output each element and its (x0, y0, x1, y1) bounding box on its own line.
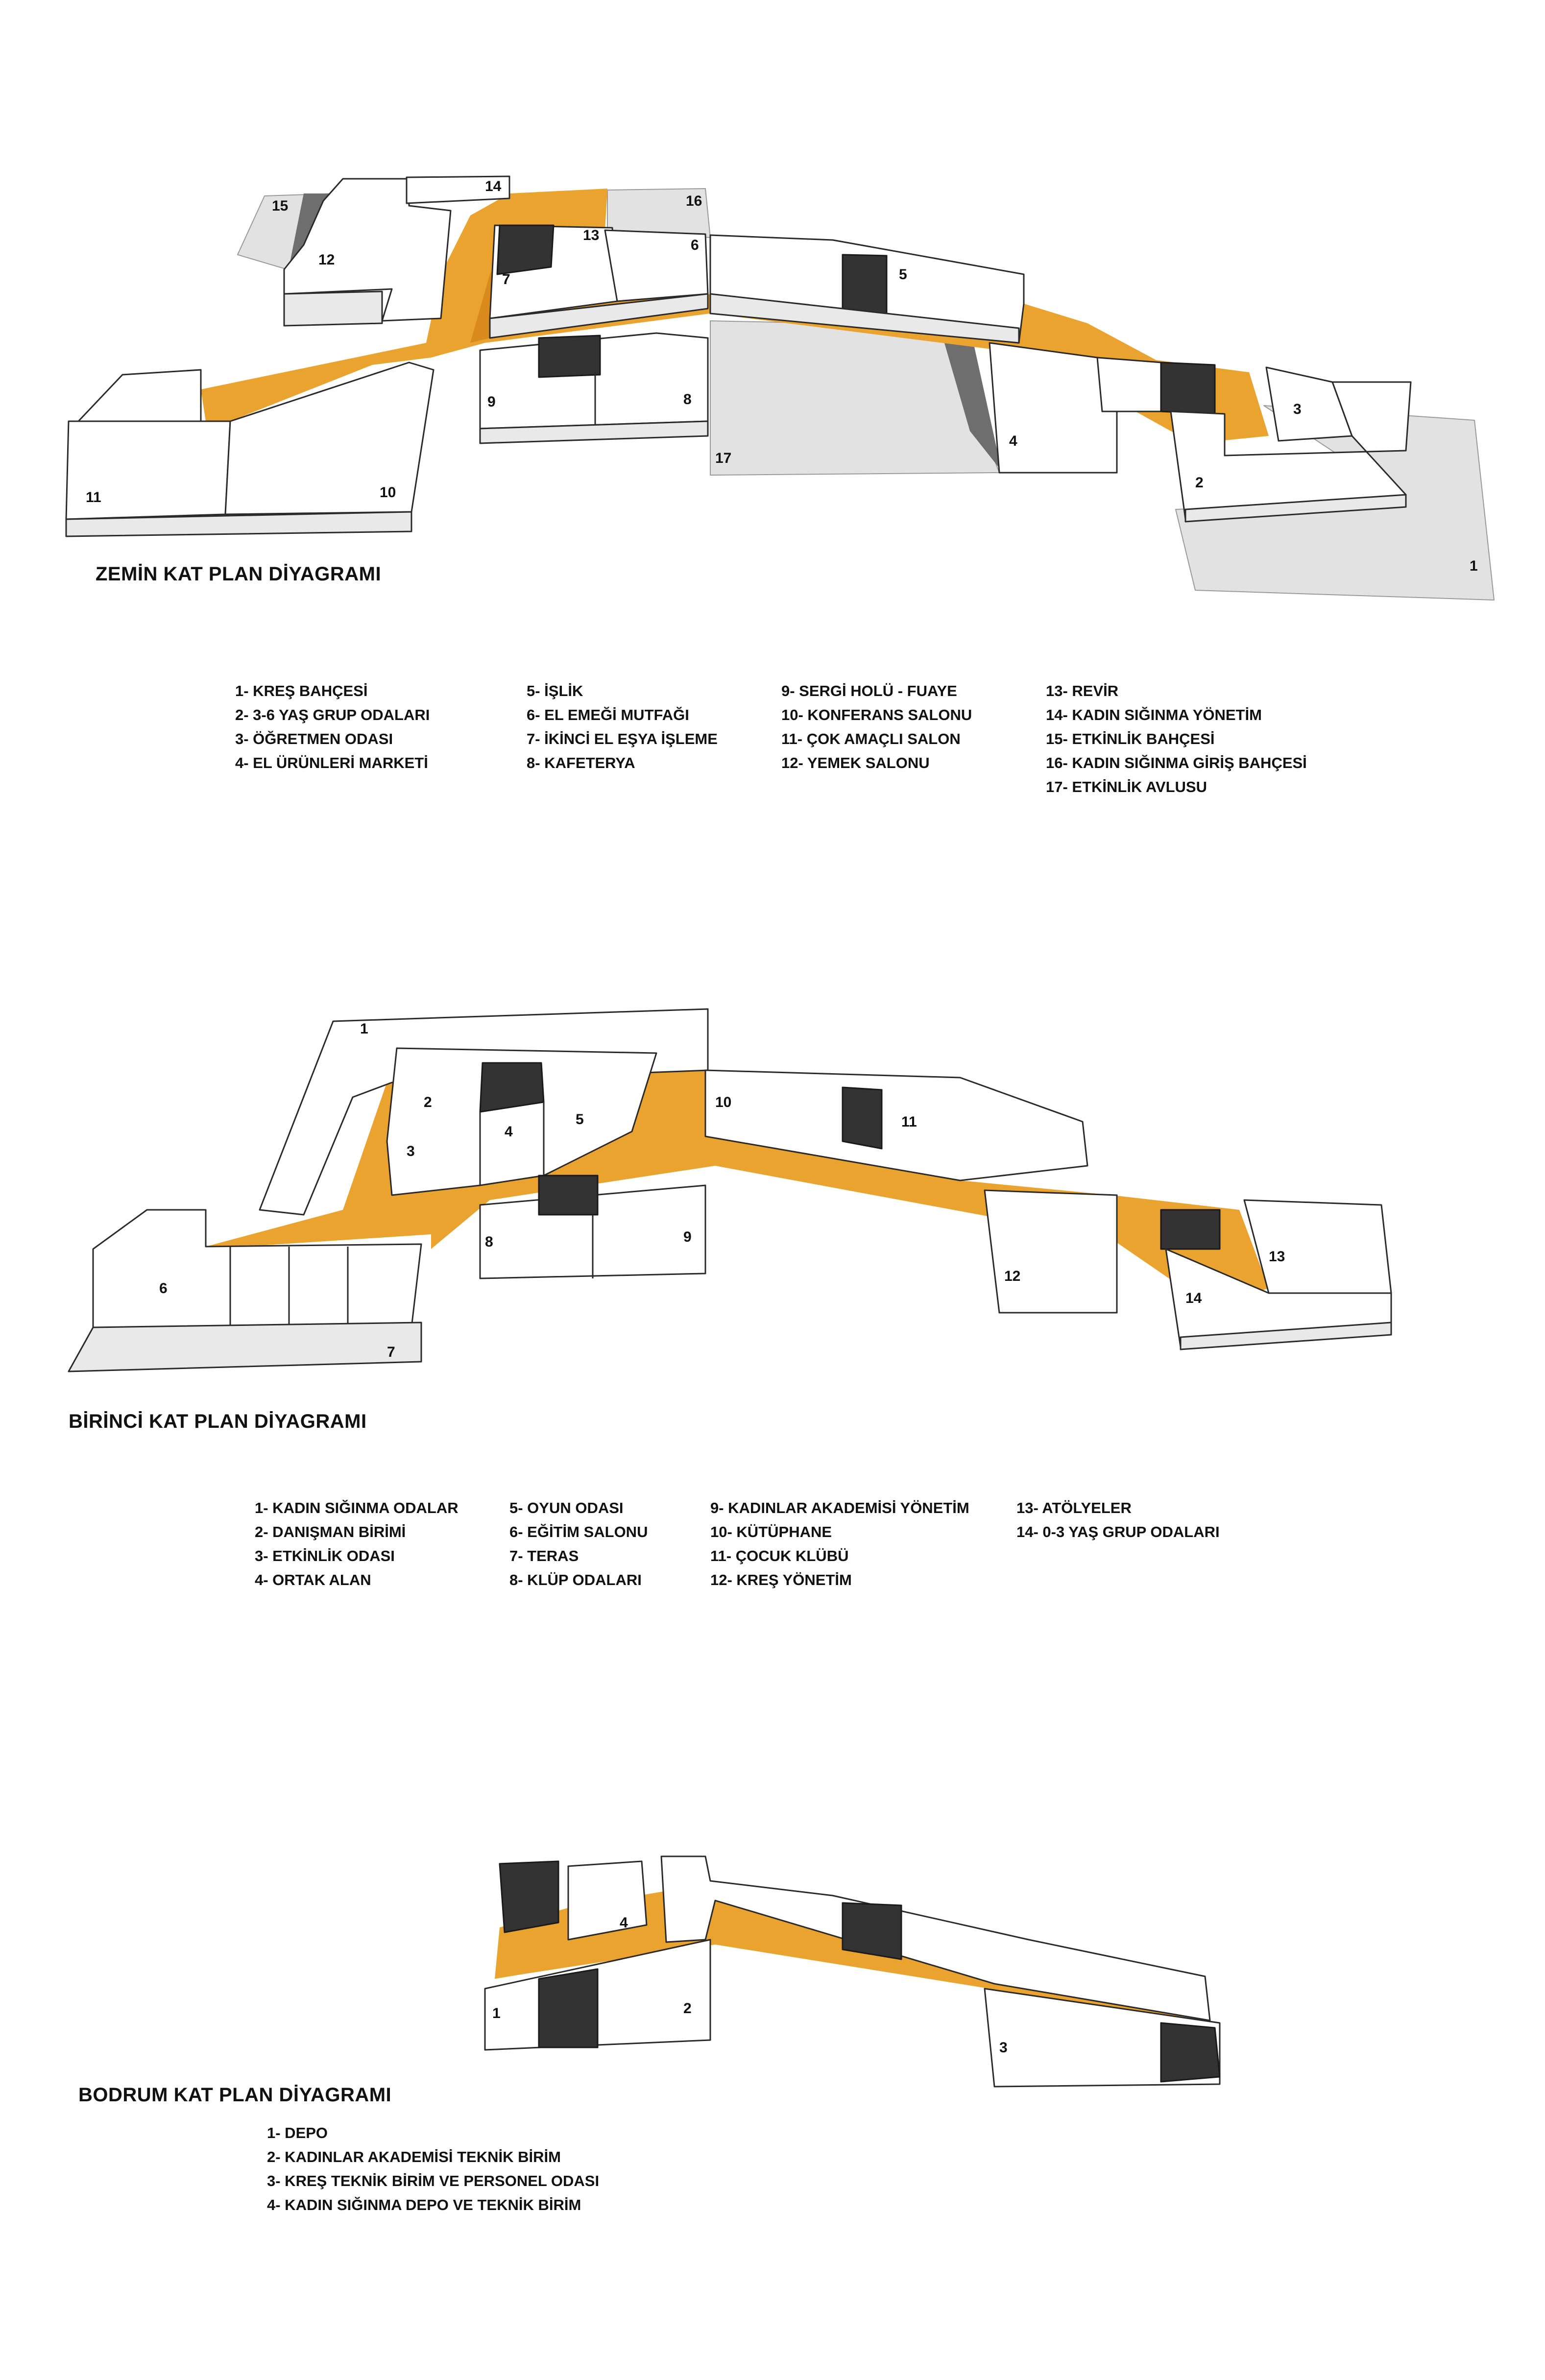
ground-num-1: 1 (1470, 558, 1478, 574)
legend-item: 10- KONFERANS SALONU (781, 706, 972, 723)
ground-dark-7 (497, 225, 554, 274)
ground-num-5: 5 (899, 266, 907, 283)
legend-item: 2- KADINLAR AKADEMİSİ TEKNİK BİRİM (267, 2148, 561, 2165)
first-dark-8 (539, 1176, 598, 1215)
legend-item: 8- KLÜP ODALARI (509, 1571, 642, 1588)
first-num-1: 1 (360, 1021, 368, 1037)
ground-num-6: 6 (691, 237, 699, 253)
legend-item: 2- 3-6 YAŞ GRUP ODALARI (235, 706, 430, 723)
legend-item: 8- KAFETERYA (527, 754, 635, 771)
legend-item: 3- ETKİNLİK ODASI (255, 1547, 395, 1564)
legend-item: 17- ETKİNLİK AVLUSU (1046, 778, 1207, 795)
legend-item: 5- İŞLİK (527, 682, 583, 699)
first-num-12: 12 (1004, 1268, 1021, 1284)
first-dark-13 (1161, 1210, 1220, 1249)
ground-num-9: 9 (487, 394, 496, 410)
first-num-8: 8 (485, 1234, 493, 1250)
legend-item: 7- TERAS (509, 1547, 579, 1564)
first-num-9: 9 (683, 1229, 692, 1245)
ground-num-16: 16 (686, 193, 702, 209)
legend-item: 1- KADIN SIĞINMA ODALAR (255, 1499, 459, 1516)
ground-legend-col-2 (527, 679, 718, 775)
legend-item: 14- 0-3 YAŞ GRUP ODALARI (1016, 1523, 1220, 1540)
legend-item: 13- REVİR (1046, 682, 1119, 699)
ground-num-15: 15 (272, 198, 289, 214)
legend-item: 6- EĞİTİM SALONU (509, 1523, 648, 1540)
ground-num-17: 17 (715, 450, 732, 466)
first-num-14: 14 (1185, 1290, 1202, 1306)
ground-legend-col-1 (235, 679, 430, 775)
legend-item: 13- ATÖLYELER (1016, 1499, 1132, 1516)
ground-legend-col-3 (781, 679, 972, 775)
basement-num-4: 4 (620, 1915, 628, 1931)
ground-num-12: 12 (318, 252, 335, 268)
first-num-3: 3 (407, 1143, 415, 1159)
first-legend-col-4 (1016, 1496, 1220, 1544)
legend-item: 12- YEMEK SALONU (781, 754, 930, 771)
first-num-10: 10 (715, 1094, 732, 1110)
ground-num-14: 14 (485, 178, 502, 194)
basement-num-1: 1 (492, 2005, 501, 2021)
first-num-13: 13 (1269, 1249, 1285, 1265)
legend-item: 2- DANIŞMAN BİRİMİ (255, 1523, 406, 1540)
first-num-11: 11 (901, 1114, 917, 1130)
ground-block-12-front (284, 291, 382, 326)
first-num-6: 6 (159, 1280, 168, 1297)
first-legend-col-2 (509, 1496, 648, 1592)
ground-dark-4 (1161, 362, 1215, 414)
legend-item: 15- ETKİNLİK BAHÇESİ (1046, 730, 1215, 747)
basement-num-2: 2 (683, 2000, 692, 2017)
legend-item: 1- KREŞ BAHÇESİ (235, 682, 368, 699)
ground-num-7: 7 (502, 271, 510, 288)
ground-num-4: 4 (1009, 433, 1017, 449)
legend-item: 4- EL ÜRÜNLERİ MARKETİ (235, 754, 428, 771)
legend-item: 11- ÇOK AMAÇLI SALON (781, 730, 961, 747)
ground-num-8: 8 (683, 391, 692, 408)
first-num-7: 7 (387, 1344, 395, 1360)
ground-num-2: 2 (1195, 475, 1204, 491)
basement-dark-1 (539, 1969, 598, 2047)
legend-item: 4- ORTAK ALAN (255, 1571, 371, 1588)
legend-item: 14- KADIN SIĞINMA YÖNETİM (1046, 706, 1262, 723)
first-floor-diagram (69, 1009, 1391, 1371)
first-legend-col-1 (255, 1496, 459, 1592)
ground-block-3 (1266, 367, 1352, 441)
legend-item: 9- SERGİ HOLÜ - FUAYE (781, 682, 957, 699)
ground-dark-9 (539, 336, 600, 377)
first-dark-11 (843, 1087, 882, 1149)
ground-num-10: 10 (380, 484, 396, 501)
basement-title: BODRUM KAT PLAN DİYAGRAMI (78, 2084, 392, 2106)
basement-diagram (485, 1856, 1220, 2087)
legend-item: 11- ÇOCUK KLÜBÜ (710, 1547, 849, 1564)
first-num-5: 5 (576, 1111, 584, 1128)
basement-dark-long (843, 1903, 901, 1959)
basement-num-3: 3 (999, 2040, 1008, 2056)
first-floor-title: BİRİNCİ KAT PLAN DİYAGRAMI (69, 1411, 367, 1432)
ground-floor-title: ZEMİN KAT PLAN DİYAGRAMI (96, 563, 382, 585)
first-block-7 (69, 1322, 421, 1371)
first-block-13 (1244, 1200, 1391, 1293)
legend-item: 10- KÜTÜPHANE (710, 1523, 832, 1540)
ground-num-13: 13 (583, 227, 600, 243)
first-block-12 (985, 1190, 1117, 1313)
ground-num-11: 11 (86, 489, 101, 505)
first-num-2: 2 (424, 1094, 432, 1110)
legend-item: 1- DEPO (267, 2124, 328, 2141)
basement-dark-3 (1161, 2023, 1220, 2082)
basement-dark-top-left (500, 1861, 558, 1932)
legend-item: 12- KREŞ YÖNETİM (710, 1571, 852, 1588)
ground-floor-diagram (66, 176, 1494, 600)
legend-item: 3- KREŞ TEKNİK BİRİM VE PERSONEL ODASI (267, 2172, 600, 2189)
legend-item: 3- ÖĞRETMEN ODASI (235, 730, 393, 747)
ground-block-right (1097, 358, 1161, 411)
basement-block-4 (568, 1861, 647, 1940)
legend-item: 9- KADINLAR AKADEMİSİ YÖNETİM (710, 1499, 969, 1516)
basement-legend-col (267, 2121, 599, 2217)
legend-item: 4- KADIN SIĞINMA DEPO VE TEKNİK BİRİM (267, 2196, 581, 2213)
legend-item: 6- EL EMEĞİ MUTFAĞI (527, 706, 689, 723)
ground-legend-col-4 (1046, 679, 1307, 799)
legend-item: 7- İKİNCİ EL EŞYA İŞLEME (527, 730, 718, 747)
legend-item: 16- KADIN SIĞINMA GİRİŞ BAHÇESİ (1046, 754, 1307, 771)
first-legend-col-3 (710, 1496, 969, 1592)
first-num-4: 4 (505, 1124, 513, 1140)
ground-num-3: 3 (1293, 401, 1302, 417)
legend-item: 5- OYUN ODASI (509, 1499, 624, 1516)
